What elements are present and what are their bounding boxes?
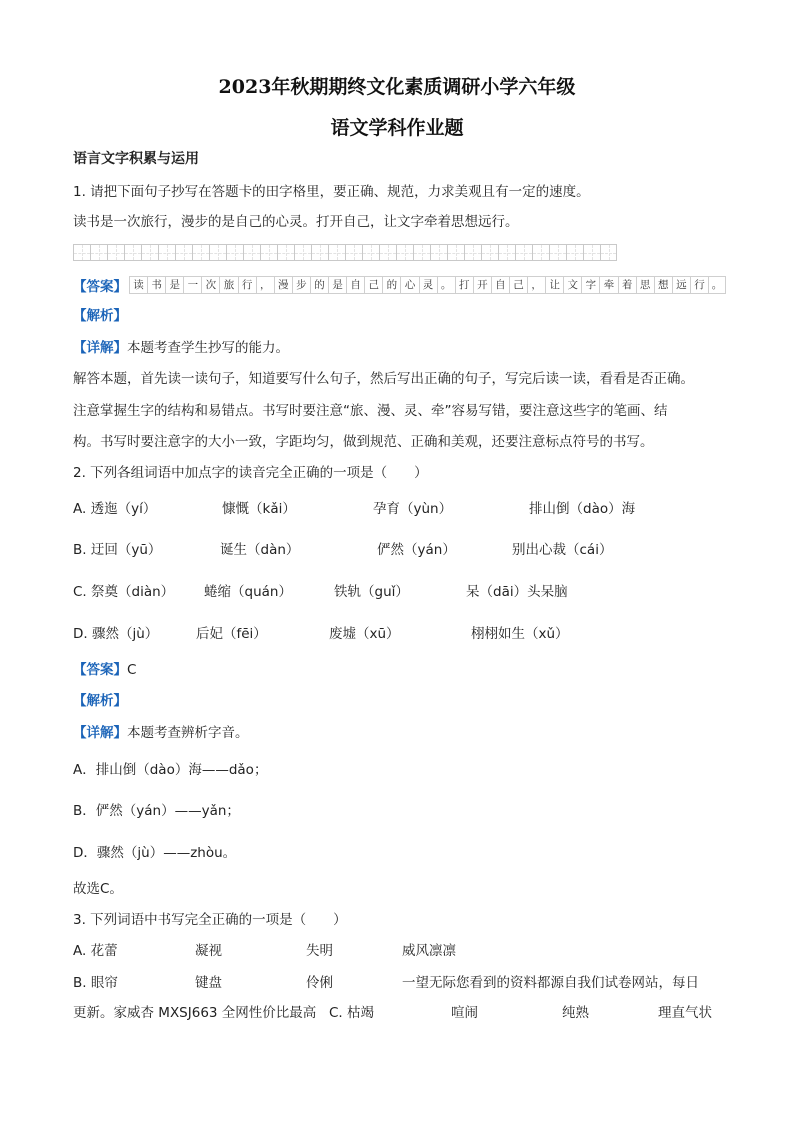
tianzige-cell xyxy=(481,244,498,261)
q2-line-a: A．排山倒（dào）海——dǎo； xyxy=(73,762,268,778)
q2-option-c3: 铁轨（guǐ） xyxy=(334,584,409,600)
q2-option-c4: 呆（dāi）头呆脑 xyxy=(466,584,568,600)
answer-char-cell: 远 xyxy=(672,276,690,294)
q2-option-b1: B. 迂回（yū） xyxy=(73,542,162,558)
answer-char-cell: 一 xyxy=(183,276,201,294)
q2-option-a1: A. 透迤（yí） xyxy=(73,501,157,517)
answer-char-cell: 灵 xyxy=(419,276,437,294)
answer-value: C xyxy=(127,662,137,678)
answer-char-cell: 心 xyxy=(400,276,418,294)
answer-tag: 【答案】 xyxy=(73,278,127,295)
tianzige-cell xyxy=(311,244,328,261)
tianzige-cell xyxy=(413,244,430,261)
answer-char-cell: 己 xyxy=(509,276,527,294)
document-title: 2023年秋期期终文化素质调研小学六年级 xyxy=(218,76,576,98)
q1-para1: 解答本题，首先读一读句子，知道要写什么句子，然后写出正确的句子，写完后读一读，看看是否正确。 xyxy=(73,371,694,387)
tianzige-cell xyxy=(124,244,141,261)
tianzige-cell xyxy=(73,244,90,261)
q3-option-c4: 理直气状 xyxy=(658,1005,712,1021)
section-heading: 语言文字积累与运用 xyxy=(73,151,199,167)
q2-option-a2: 慷慨（kǎi） xyxy=(222,501,296,517)
q3-option-c1: C. 枯竭 xyxy=(329,1005,375,1021)
q3-option-a4: 威风凛凛 xyxy=(402,943,456,959)
q1-stem: 1. 请把下面句子抄写在答题卡的田字格里，要正确、规范，力求美观且有一定的速度。 xyxy=(73,184,590,200)
answer-char-cell: 思 xyxy=(636,276,654,294)
detail-text: 本题考查辨析字音。 xyxy=(127,725,249,741)
tianzige-cell xyxy=(158,244,175,261)
q3-ad-text2: 更新。家威杏 MXSJ663 全网性价比最高 xyxy=(73,1005,317,1021)
answer-char-cell: 旅 xyxy=(219,276,237,294)
answer-char-cell: ， xyxy=(256,276,274,294)
answer-char-cell: 打 xyxy=(455,276,473,294)
tianzige-cell xyxy=(498,244,515,261)
analysis-tag: 【解析】 xyxy=(73,308,127,324)
answer-char-cell: 。 xyxy=(437,276,455,294)
q3-stem: 3. 下列词语中书写完全正确的一项是（ ） xyxy=(73,912,347,928)
answer-char-cell: 的 xyxy=(310,276,328,294)
q2-detail xyxy=(73,724,249,742)
answer-char-cell: 漫 xyxy=(274,276,292,294)
tianzige-cell xyxy=(600,244,617,261)
tianzige-cell xyxy=(226,244,243,261)
q3-option-c3: 纯熟 xyxy=(562,1005,589,1021)
q3-option-b1: B. 眼帘 xyxy=(73,975,118,991)
answer-char-cell: ， xyxy=(527,276,545,294)
tianzige-cell xyxy=(260,244,277,261)
answer-char-cell: 字 xyxy=(581,276,599,294)
q2-conclusion: 故选C。 xyxy=(73,881,123,897)
tianzige-cell xyxy=(175,244,192,261)
q1-detail xyxy=(73,339,289,357)
tianzige-cell xyxy=(141,244,158,261)
answer-char-cell: 行 xyxy=(238,276,256,294)
answer-char-cell: 的 xyxy=(382,276,400,294)
answer-char-cell: 想 xyxy=(654,276,672,294)
q2-option-d2: 后妃（fēi） xyxy=(196,626,267,642)
q3-option-a2: 凝视 xyxy=(195,943,222,959)
q2-option-c2: 蜷缩（quán） xyxy=(204,584,292,600)
tianzige-cell xyxy=(430,244,447,261)
q2-option-a4: 排山倒（dào）海 xyxy=(529,501,636,517)
tianzige-cell xyxy=(515,244,532,261)
q1-answer-row xyxy=(73,275,726,294)
tianzige-cell xyxy=(345,244,362,261)
tianzige-grid xyxy=(73,244,617,261)
document-subtitle: 语文学科作业题 xyxy=(330,117,464,139)
q2-option-b3: 俨然（yán） xyxy=(377,542,456,558)
answer-grid xyxy=(129,276,726,294)
answer-char-cell: 行 xyxy=(690,276,708,294)
q3-option-a3: 失明 xyxy=(306,943,333,959)
answer-char-cell: 。 xyxy=(708,276,726,294)
tianzige-cell xyxy=(209,244,226,261)
tianzige-cell xyxy=(464,244,481,261)
q1-analysis-tag xyxy=(73,307,127,325)
tianzige-cell xyxy=(107,244,124,261)
tianzige-cell xyxy=(90,244,107,261)
answer-char-cell: 让 xyxy=(545,276,563,294)
q1-para2: 注意掌握生字的结构和易错点。书写时要注意“旅、漫、灵、牵”容易写错，要注意这些字的笔画、结 xyxy=(73,403,668,419)
q2-option-c1: C. 祭奠（diàn） xyxy=(73,584,175,600)
tianzige-cell xyxy=(583,244,600,261)
detail-text: 本题考查学生抄写的能力。 xyxy=(127,340,289,356)
answer-char-cell: 书 xyxy=(147,276,165,294)
tianzige-cell xyxy=(566,244,583,261)
answer-char-cell: 次 xyxy=(201,276,219,294)
q2-line-d: D．骤然（jù）——zhòu。 xyxy=(73,845,237,861)
tianzige-cell xyxy=(532,244,549,261)
q2-option-b2: 诞生（dàn） xyxy=(220,542,300,558)
answer-char-cell: 步 xyxy=(292,276,310,294)
answer-char-cell: 自 xyxy=(491,276,509,294)
answer-char-cell: 开 xyxy=(473,276,491,294)
tianzige-cell xyxy=(192,244,209,261)
tianzige-cell xyxy=(294,244,311,261)
answer-char-cell: 是 xyxy=(165,276,183,294)
q2-option-d3: 废墟（xū） xyxy=(329,626,400,642)
q2-option-b4: 别出心裁（cái） xyxy=(512,542,613,558)
q3-ad-text: 一望无际您看到的资料都源自我们试卷网站，每日 xyxy=(402,975,699,991)
q2-analysis-tag xyxy=(73,692,127,710)
q3-option-a1: A. 花蕾 xyxy=(73,943,118,959)
tianzige-cell xyxy=(447,244,464,261)
q1-para3: 构。书写时要注意字的大小一致，字距均匀，做到规范、正确和美观，还要注意标点符号的书写。 xyxy=(73,434,654,450)
detail-tag: 【详解】 xyxy=(73,725,127,741)
answer-char-cell: 自 xyxy=(346,276,364,294)
tianzige-cell xyxy=(277,244,294,261)
answer-char-cell: 是 xyxy=(328,276,346,294)
answer-tag: 【答案】 xyxy=(73,662,127,678)
answer-char-cell: 读 xyxy=(129,276,147,294)
q2-option-d4: 栩栩如生（xǔ） xyxy=(471,626,569,642)
q2-stem: 2. 下列各组词语中加点字的读音完全正确的一项是（ ） xyxy=(73,465,428,481)
tianzige-cell xyxy=(243,244,260,261)
tianzige-cell xyxy=(379,244,396,261)
q2-option-a3: 孕育（yùn） xyxy=(373,501,453,517)
q2-line-b: B．俨然（yán）——yǎn； xyxy=(73,803,240,819)
tianzige-cell xyxy=(396,244,413,261)
q3-option-c2: 喧闹 xyxy=(451,1005,478,1021)
tianzige-cell xyxy=(362,244,379,261)
detail-tag: 【详解】 xyxy=(73,340,127,356)
answer-char-cell: 己 xyxy=(364,276,382,294)
answer-char-cell: 牵 xyxy=(599,276,617,294)
q2-option-d1: D. 骤然（jù） xyxy=(73,626,159,642)
analysis-tag: 【解析】 xyxy=(73,693,127,709)
tianzige-cell xyxy=(549,244,566,261)
answer-char-cell: 着 xyxy=(618,276,636,294)
answer-char-cell: 文 xyxy=(563,276,581,294)
tianzige-cell xyxy=(328,244,345,261)
q3-option-b3: 伶俐 xyxy=(306,975,333,991)
q3-option-b2: 键盘 xyxy=(195,975,222,991)
q1-sentence: 读书是一次旅行，漫步的是自己的心灵。打开自己，让文字牵着思想远行。 xyxy=(73,214,519,230)
q2-answer xyxy=(73,661,136,679)
